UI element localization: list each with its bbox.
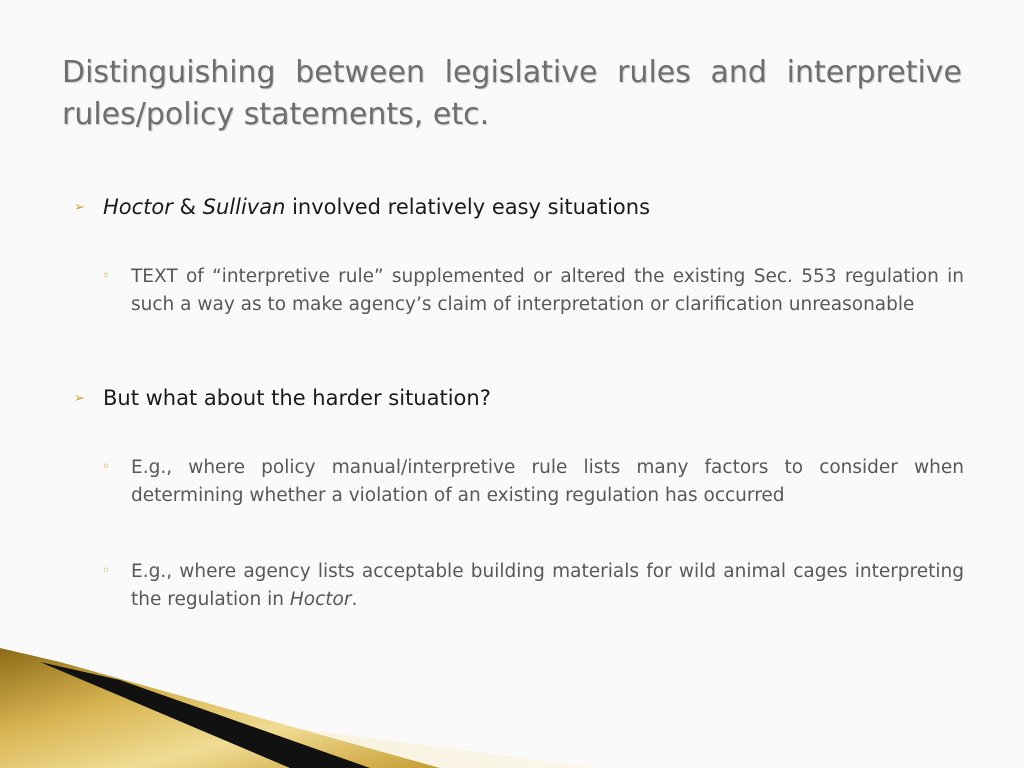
case-name-hoctor: Hoctor	[103, 195, 173, 219]
circle-bullet-icon: ◦	[102, 268, 111, 284]
bullet-text-after: .	[351, 588, 358, 610]
ampersand: &	[172, 195, 203, 219]
bullet-text	[103, 193, 650, 221]
slide-title: Distinguishing between legislative rules and interpretive rules/policy statements, etc.	[62, 55, 962, 132]
case-name-hoctor: Hoctor	[289, 588, 352, 610]
bullet-text-before: E.g., where agency lists acceptable building materials for wild animal cages interpreting the regulation in	[131, 561, 964, 610]
black-band	[40, 662, 370, 768]
bullet-text: TEXT of “interpretive rule” supplemented or altered the existing Sec. 553 regulation in such a way as to make agency’s claim of interpretation or clarification unreasonable	[131, 266, 964, 315]
bullet-text: E.g., where policy manual/interpretive rule lists many factors to consider when determining whether a violation of an existing regulation has occurred	[131, 457, 964, 506]
circle-bullet-icon: ◦	[102, 459, 111, 475]
arrow-bullet-icon: ➢	[74, 200, 85, 215]
bullet-text	[131, 558, 964, 613]
case-name-sullivan: Sullivan	[202, 195, 286, 219]
circle-bullet-icon: ◦	[102, 563, 111, 579]
bullet-rest-text: involved relatively easy situations	[285, 195, 651, 219]
arrow-bullet-icon: ➢	[74, 391, 85, 406]
bullet-text: But what about the harder situation?	[103, 386, 491, 410]
light-gold-band	[0, 690, 600, 768]
gold-band	[0, 648, 440, 768]
